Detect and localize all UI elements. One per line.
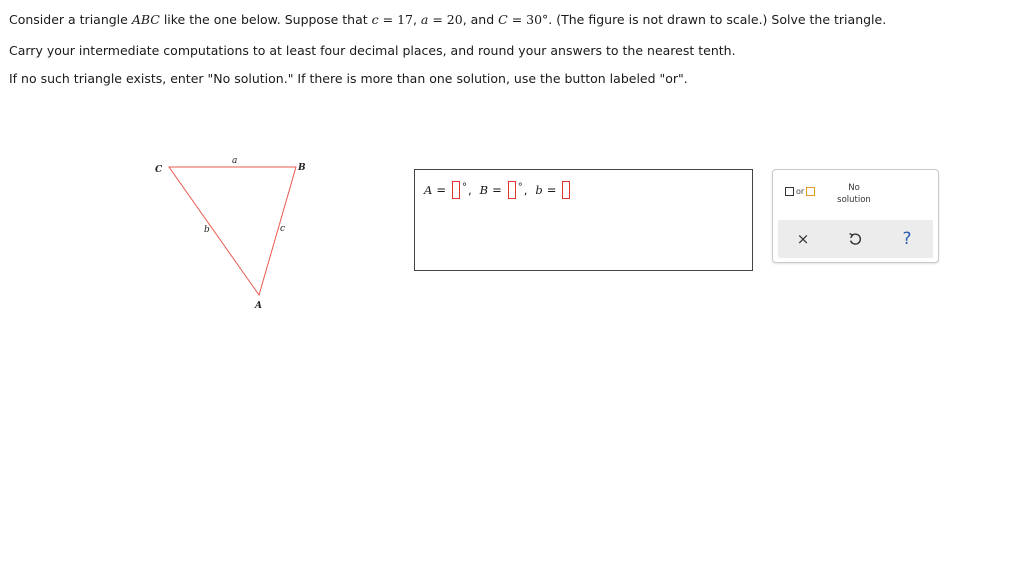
- close-icon: ×: [796, 230, 810, 248]
- degree-symbol: °: [461, 181, 467, 193]
- angle-A-input[interactable]: [452, 181, 460, 199]
- vertex-label-C: C: [155, 165, 163, 175]
- no-solution-button[interactable]: [833, 182, 875, 206]
- triangle-svg: [150, 150, 320, 320]
- or-button[interactable]: [785, 187, 815, 196]
- triangle-name: ABC: [131, 12, 160, 27]
- or-label: or: [796, 187, 805, 196]
- no-solution-line-2: solution: [837, 195, 871, 205]
- angle-B-input[interactable]: [508, 181, 516, 199]
- help-button[interactable]: [896, 228, 918, 250]
- comma: ,: [523, 183, 528, 197]
- problem-line-2: Carry your intermediate computations to at least four decimal places, and round your answers to the nearest tenth.: [9, 43, 736, 58]
- or-right-box-icon: [806, 187, 815, 196]
- help-icon: ?: [902, 229, 912, 249]
- degree-symbol: °: [517, 181, 523, 193]
- text-fragment: , and: [462, 12, 499, 27]
- no-solution-line-1: No: [848, 183, 860, 193]
- text-fragment: like the one below. Suppose that: [159, 12, 372, 27]
- angle-B-label: B: [479, 183, 489, 197]
- text-fragment: =: [507, 12, 527, 27]
- side-label-a: a: [232, 156, 238, 166]
- tool-panel: [772, 169, 939, 263]
- equals-sign: =: [492, 183, 502, 197]
- equals-sign: =: [546, 183, 557, 197]
- vertex-label-A: A: [255, 301, 262, 311]
- side-label-c: c: [280, 224, 286, 234]
- undo-icon: [848, 232, 862, 246]
- text-fragment: °. (The figure is not drawn to scale.) Solve the triangle.: [542, 12, 887, 27]
- or-left-box-icon: [785, 187, 794, 196]
- problem-line-3: If no such triangle exists, enter "No solution." If there is more than one solution, use the button labeled "or".: [9, 71, 688, 86]
- var-c: c: [371, 12, 379, 27]
- answer-box: [414, 169, 753, 271]
- text-fragment: =: [378, 12, 398, 27]
- clear-button[interactable]: [792, 228, 814, 250]
- problem-line-1: [9, 12, 886, 27]
- var-C: C: [498, 12, 508, 27]
- side-b-label: b: [535, 183, 543, 197]
- var-a: a: [420, 12, 429, 27]
- side-b-input[interactable]: [562, 181, 570, 199]
- value-C: 30: [526, 12, 543, 27]
- equals-sign: =: [436, 183, 446, 197]
- value-c: 17: [397, 12, 413, 27]
- angle-A-label: A: [424, 183, 433, 197]
- side-label-b: b: [204, 225, 210, 235]
- text-fragment: =: [428, 12, 447, 27]
- triangle-shape: [169, 167, 296, 295]
- text-fragment: ,: [412, 12, 421, 27]
- action-bar: [778, 220, 933, 258]
- text-fragment: Consider a triangle: [9, 12, 132, 27]
- triangle-figure: [150, 150, 320, 320]
- comma: ,: [467, 183, 472, 197]
- undo-button[interactable]: [844, 228, 866, 250]
- answer-row: [424, 181, 570, 199]
- value-a: 20: [446, 12, 463, 27]
- vertex-label-B: B: [298, 163, 306, 173]
